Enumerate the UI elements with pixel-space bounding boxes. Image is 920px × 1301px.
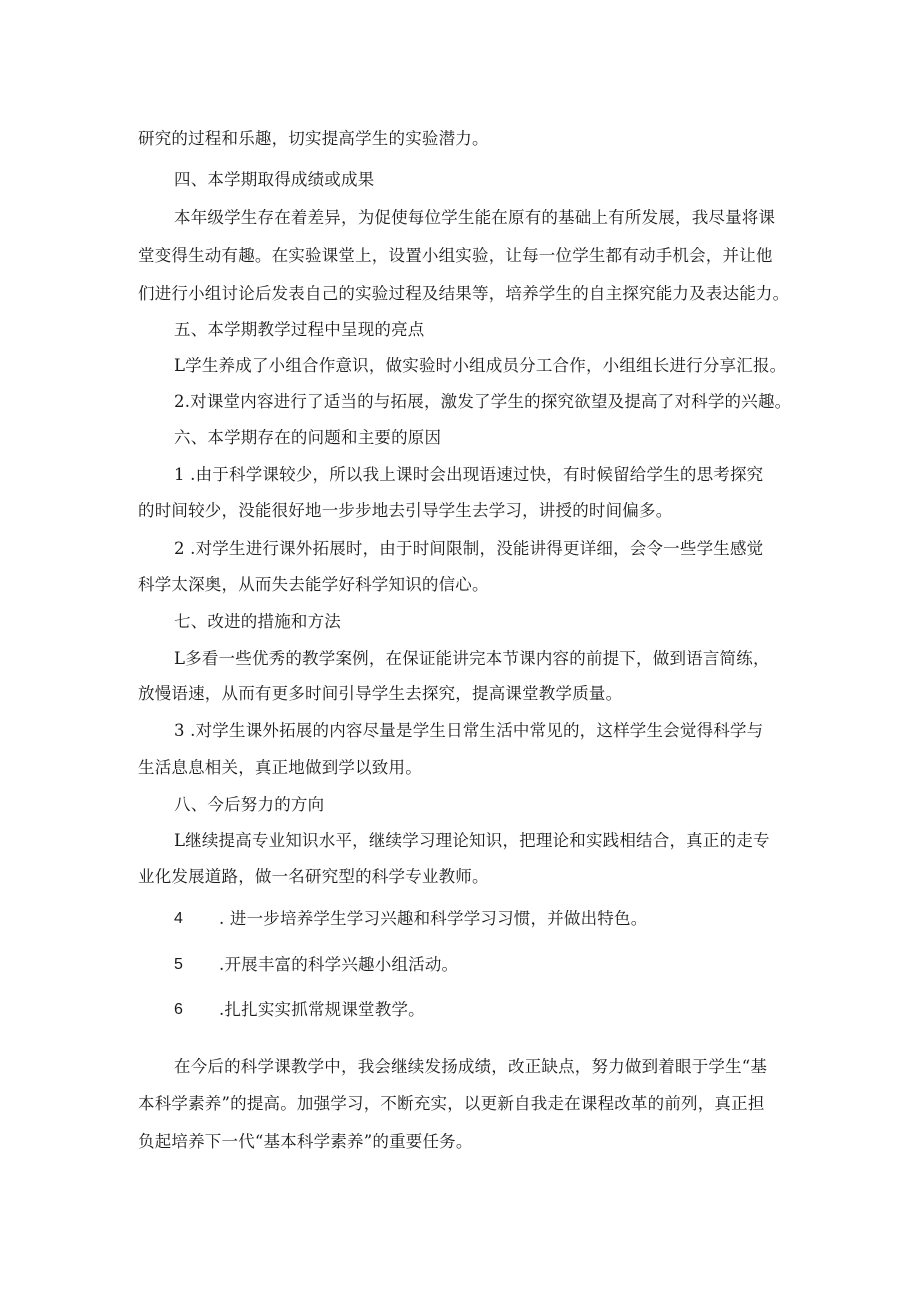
list-item: L学生养成了小组合作意识，做实验时小组成员分工合作，小组组长进行分享汇报。	[174, 356, 787, 375]
list-item: .开展丰富的科学兴趣小组活动。	[219, 955, 459, 974]
list-number: 6	[174, 1001, 183, 1018]
list-item: 1 .由于科学课较少，所以我上课时会出现语速过快，有时候留给学生的思考探究	[174, 465, 764, 484]
section-heading: 八、今后努力的方向	[174, 795, 325, 814]
section-heading: 四、本学期取得成绩或成果	[174, 170, 375, 189]
section-heading: 五、本学期教学过程中呈现的亮点	[174, 320, 425, 339]
paragraph-line: 研究的过程和乐趣，切实提高学生的实验潜力。	[138, 129, 489, 148]
section-heading: 七、改进的措施和方法	[174, 612, 341, 631]
list-item: 2.对课堂内容进行了适当的与拓展，激发了学生的探究欲望及提高了对科学的兴趣。	[174, 392, 792, 411]
list-item: 3 .对学生课外拓展的内容尽量是学生日常生活中常见的，这样学生会觉得科学与	[174, 721, 764, 740]
list-item: L多看一些优秀的教学案例，在保证能讲完本节课内容的前提下，做到语言简练，	[174, 649, 770, 668]
list-item: L继续提高专业知识水平，继续学习理论知识，把理论和实践相结合，真正的走专	[174, 831, 770, 850]
paragraph-line: 业化发展道路，做一名研究型的科学专业教师。	[138, 867, 489, 886]
paragraph-line: 们进行小组讨论后发表自己的实验过程及结果等，培养学生的自主探究能力及表达能力。	[138, 284, 790, 303]
paragraph-line: 堂变得生动有趣。在实验课堂上，设置小组实验，让每一位学生都有动手机会，并让他	[138, 246, 773, 265]
paragraph-line: 在今后的科学课教学中，我会继续发扬成绩，改正缺点，努力做到着眼于学生“基	[174, 1057, 768, 1076]
paragraph-line: 本年级学生存在着差异，为促使每位学生能在原有的基础上有所发展，我尽量将课	[174, 208, 776, 227]
list-number: 4	[174, 910, 183, 927]
paragraph-line: 的时间较少，没能很好地一步步地去引导学生去学习，讲授的时间偏多。	[138, 501, 673, 520]
paragraph-line: 生活息息相关，真正地做到学以致用。	[138, 758, 422, 777]
list-number: 5	[174, 956, 183, 973]
list-item: . 进一步培养学生学习兴趣和科学学习习惯，并做出特色。	[219, 909, 648, 928]
paragraph-line: 本科学素养”的提高。加强学习，不断充实，以更新自我走在课程改革的前列，真正担	[138, 1094, 765, 1113]
paragraph-line: 放慢语速，从而有更多时间引导学生去探究，提高课堂教学质量。	[138, 684, 623, 703]
paragraph-line: 负起培养下一代“基本科学素养”的重要任务。	[138, 1132, 473, 1151]
list-item: .扎扎实实抓常规课堂教学。	[219, 1000, 425, 1019]
paragraph-line: 科学太深奥，从而失去能学好科学知识的信心。	[138, 575, 489, 594]
list-item: 2 .对学生进行课外拓展时，由于时间限制，没能讲得更详细，会令一些学生感觉	[174, 539, 764, 558]
section-heading: 六、本学期存在的问题和主要的原因	[174, 428, 442, 447]
